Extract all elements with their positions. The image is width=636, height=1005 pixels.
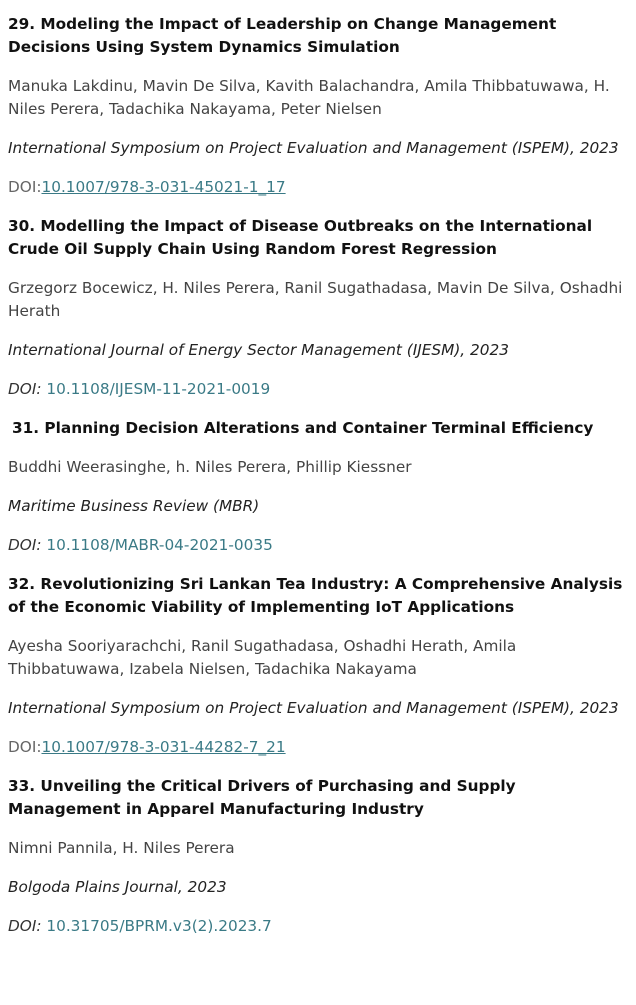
- publication-venue: Maritime Business Review (MBR): [8, 497, 260, 515]
- publication-doi: [8, 736, 624, 759]
- doi-label: DOI:: [8, 536, 42, 554]
- publication-authors: Nimni Pannila, H. Niles Perera: [8, 839, 235, 857]
- doi-label: DOI:: [8, 380, 42, 398]
- doi-link[interactable]: 10.1007/978-3-031-45021-1_17: [41, 178, 286, 196]
- publication-item: [8, 775, 624, 938]
- doi-link[interactable]: 10.31705/BPRM.v3(2).2023.7: [46, 917, 272, 935]
- publication-item: [8, 215, 624, 401]
- publication-venue: International Journal of Energy Sector Management (IJESM), 2023: [8, 341, 509, 359]
- publication-authors: Ayesha Sooriyarachchi, Ranil Sugathadasa, Oshadhi Herath, Amila Thibbatuwawa, Izabela Nielsen, Tadachika Nakayama: [8, 637, 517, 678]
- publication-venue: International Symposium on Project Evaluation and Management (ISPEM), 2023: [8, 699, 619, 717]
- publication-item: [8, 13, 624, 199]
- publication-item: [8, 417, 624, 557]
- publication-title: 32. Revolutionizing Sri Lankan Tea Industry: A Comprehensive Analysis of the Economic Viability of Implementing IoT Applications: [8, 575, 623, 616]
- doi-label: DOI:: [8, 178, 42, 196]
- publication-doi: [8, 176, 624, 199]
- doi-link[interactable]: 10.1007/978-3-031-44282-7_21: [41, 738, 286, 756]
- publication-title: 33. Unveiling the Critical Drivers of Purchasing and Supply Management in Apparel Manufacturing Industry: [8, 777, 516, 818]
- doi-link[interactable]: 10.1108/IJESM-11-2021-0019: [46, 380, 271, 398]
- publication-title: 31. Planning Decision Alterations and Container Terminal Efficiency: [12, 419, 594, 437]
- publication-venue: Bolgoda Plains Journal, 2023: [8, 878, 227, 896]
- publication-doi: [8, 378, 624, 401]
- publication-venue: International Symposium on Project Evaluation and Management (ISPEM), 2023: [8, 139, 619, 157]
- publication-doi: [8, 915, 624, 938]
- publication-title: 29. Modeling the Impact of Leadership on Change Management Decisions Using System Dynamics Simulation: [8, 15, 557, 56]
- publication-title: 30. Modelling the Impact of Disease Outbreaks on the International Crude Oil Supply Chain Using Random Forest Regression: [8, 217, 593, 258]
- publication-authors: Buddhi Weerasinghe, h. Niles Perera, Phillip Kiessner: [8, 458, 412, 476]
- doi-label: DOI:: [8, 917, 42, 935]
- publication-item: [8, 573, 624, 759]
- publication-authors: Manuka Lakdinu, Mavin De Silva, Kavith Balachandra, Amila Thibbatuwawa, H. Niles Perera, Tadachika Nakayama, Peter Nielsen: [8, 77, 610, 118]
- doi-label: DOI:: [8, 738, 42, 756]
- publication-doi: [8, 534, 624, 557]
- doi-link[interactable]: 10.1108/MABR-04-2021-0035: [46, 536, 273, 554]
- publication-authors: Grzegorz Bocewicz, H. Niles Perera, Ranil Sugathadasa, Mavin De Silva, Oshadhi Herath: [8, 279, 623, 320]
